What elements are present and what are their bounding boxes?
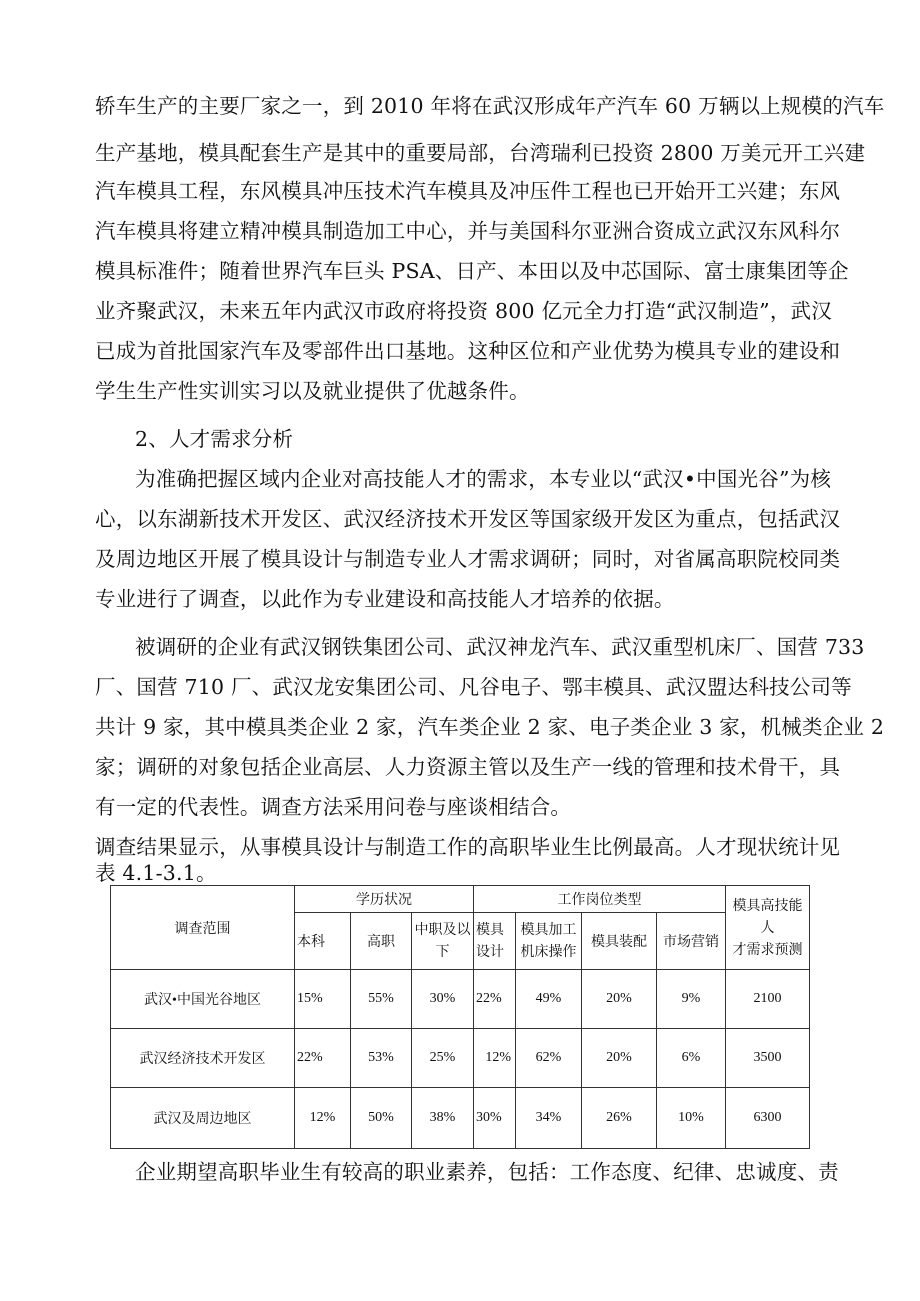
paragraph1-line: 汽车模具将建立精冲模具制造加工中心，并与美国科尔亚洲合资成立武汉东风科尔 bbox=[95, 219, 841, 243]
cell-design: 12% bbox=[474, 1029, 516, 1088]
cell-bachelor: 22% bbox=[295, 1029, 351, 1088]
table-header-higher-vocational: 高职 bbox=[351, 913, 412, 970]
cell-bachelor: 15% bbox=[295, 970, 351, 1029]
machining-header-line: 机床操作 bbox=[520, 944, 577, 960]
paragraph1-line: 轿车生产的主要厂家之一，到 2010 年将在武汉形成年产汽车 60 万辆以上规模的汽车 bbox=[95, 94, 885, 118]
paragraph1-line: 模具标准件；随着世界汽车巨头 PSA、日产、本田以及中芯国际、富士康集团等企 bbox=[95, 259, 849, 283]
table-header-marketing: 市场营销 bbox=[657, 913, 726, 970]
cell-scope: 武汉•中国光谷地区 bbox=[111, 970, 295, 1029]
table-header-position: 工作岗位类型 bbox=[474, 886, 726, 913]
cell-forecast: 6300 bbox=[726, 1088, 810, 1149]
table-header-scope: 调查范围 bbox=[111, 886, 295, 970]
cell-scope: 武汉及周边地区 bbox=[111, 1088, 295, 1149]
paragraph5-line: 企业期望高职毕业生有较高的职业素养，包括：工作态度、纪律、忠诚度、责 bbox=[135, 1160, 839, 1184]
machining-header-line: 模具加工 bbox=[520, 922, 577, 938]
cell-forecast: 2100 bbox=[726, 970, 810, 1029]
paragraph4-line: 调查结果显示，从事模具设计与制造工作的高职毕业生比例最高。人才现状统计见 bbox=[95, 835, 841, 859]
paragraph1-line: 学生生产性实训实习以及就业提供了优越条件。 bbox=[95, 379, 530, 403]
table-header-assembly: 模具装配 bbox=[582, 913, 657, 970]
paragraph3-line: 共计 9 家，其中模具类企业 2 家，汽车类企业 2 家、电子类企业 3 家，机械类企业 2 bbox=[95, 715, 885, 739]
paragraph3-line: 家；调研的对象包括企业高层、人力资源主管以及生产一线的管理和技术骨干，具 bbox=[95, 755, 841, 779]
cell-secondary: 25% bbox=[412, 1029, 474, 1088]
secondary-header-line: 中职及以 bbox=[414, 922, 471, 938]
cell-assembly: 20% bbox=[582, 1029, 657, 1088]
cell-secondary: 38% bbox=[412, 1088, 474, 1149]
table-header-design bbox=[474, 913, 516, 970]
paragraph1-line: 业齐聚武汉，未来五年内武汉市政府将投资 800 亿元全力打造“武汉制造”，武汉 bbox=[95, 299, 832, 323]
cell-marketing: 6% bbox=[657, 1029, 726, 1088]
talent-status-table bbox=[110, 885, 810, 1149]
cell-marketing: 9% bbox=[657, 970, 726, 1029]
cell-machining: 34% bbox=[516, 1088, 582, 1149]
design-header-line: 设计 bbox=[476, 944, 504, 960]
cell-higher-vocational: 53% bbox=[351, 1029, 412, 1088]
table-header-education: 学历状况 bbox=[295, 886, 474, 913]
paragraph1-line: 汽车模具工程，东风模具冲压技术汽车模具及冲压件工程也已开始开工兴建；东风 bbox=[95, 179, 841, 203]
forecast-header-line: 模具高技能人 bbox=[732, 897, 803, 936]
paragraph2-line: 专业进行了调查，以此作为专业建设和高技能人才培养的依据。 bbox=[95, 587, 675, 611]
cell-forecast: 3500 bbox=[726, 1029, 810, 1088]
cell-design: 30% bbox=[474, 1088, 516, 1149]
table-row bbox=[111, 970, 810, 1029]
cell-machining: 49% bbox=[516, 970, 582, 1029]
paragraph3-line: 厂、国营 710 厂、武汉龙安集团公司、凡谷电子、鄂丰模具、武汉盟达科技公司等 bbox=[95, 675, 852, 699]
paragraph4-line: 表 4.1-3.1。 bbox=[95, 861, 217, 885]
section-heading: 2、人才需求分析 bbox=[135, 427, 294, 451]
table-header-bachelor: 本科 bbox=[295, 913, 351, 970]
table-header-secondary bbox=[412, 913, 474, 970]
cell-higher-vocational: 55% bbox=[351, 970, 412, 1029]
table-header-forecast bbox=[726, 886, 810, 970]
forecast-header-line: 才需求预测 bbox=[732, 941, 803, 958]
paragraph1-line: 生产基地，模具配套生产是其中的重要局部，台湾瑞利已投资 2800 万美元开工兴建 bbox=[95, 141, 866, 165]
cell-design: 22% bbox=[474, 970, 516, 1029]
paragraph1-line: 已成为首批国家汽车及零部件出口基地。这种区位和产业优势为模具专业的建设和 bbox=[95, 339, 841, 363]
paragraph3-line: 被调研的企业有武汉钢铁集团公司、武汉神龙汽车、武汉重型机床厂、国营 733 bbox=[135, 635, 865, 659]
paragraph2-line: 及周边地区开展了模具设计与制造专业人才需求调研；同时，对省属高职院校同类 bbox=[95, 547, 841, 571]
design-header-line: 模具 bbox=[476, 922, 504, 938]
cell-marketing: 10% bbox=[657, 1088, 726, 1149]
cell-bachelor: 12% bbox=[295, 1088, 351, 1149]
cell-assembly: 20% bbox=[582, 970, 657, 1029]
cell-machining: 62% bbox=[516, 1029, 582, 1088]
paragraph2-line: 心，以东湖新技术开发区、武汉经济技术开发区等国家级开发区为重点，包括武汉 bbox=[95, 507, 841, 531]
cell-scope: 武汉经济技术开发区 bbox=[111, 1029, 295, 1088]
paragraph3-line: 有一定的代表性。调查方法采用问卷与座谈相结合。 bbox=[95, 795, 572, 819]
cell-assembly: 26% bbox=[582, 1088, 657, 1149]
table-row bbox=[111, 1029, 810, 1088]
paragraph2-line: 为准确把握区域内企业对高技能人才的需求，本专业以“武汉•中国光谷”为核 bbox=[135, 467, 832, 491]
table-row bbox=[111, 1088, 810, 1149]
cell-secondary: 30% bbox=[412, 970, 474, 1029]
table-header-machining bbox=[516, 913, 582, 970]
cell-higher-vocational: 50% bbox=[351, 1088, 412, 1149]
secondary-header-line: 下 bbox=[435, 944, 450, 960]
